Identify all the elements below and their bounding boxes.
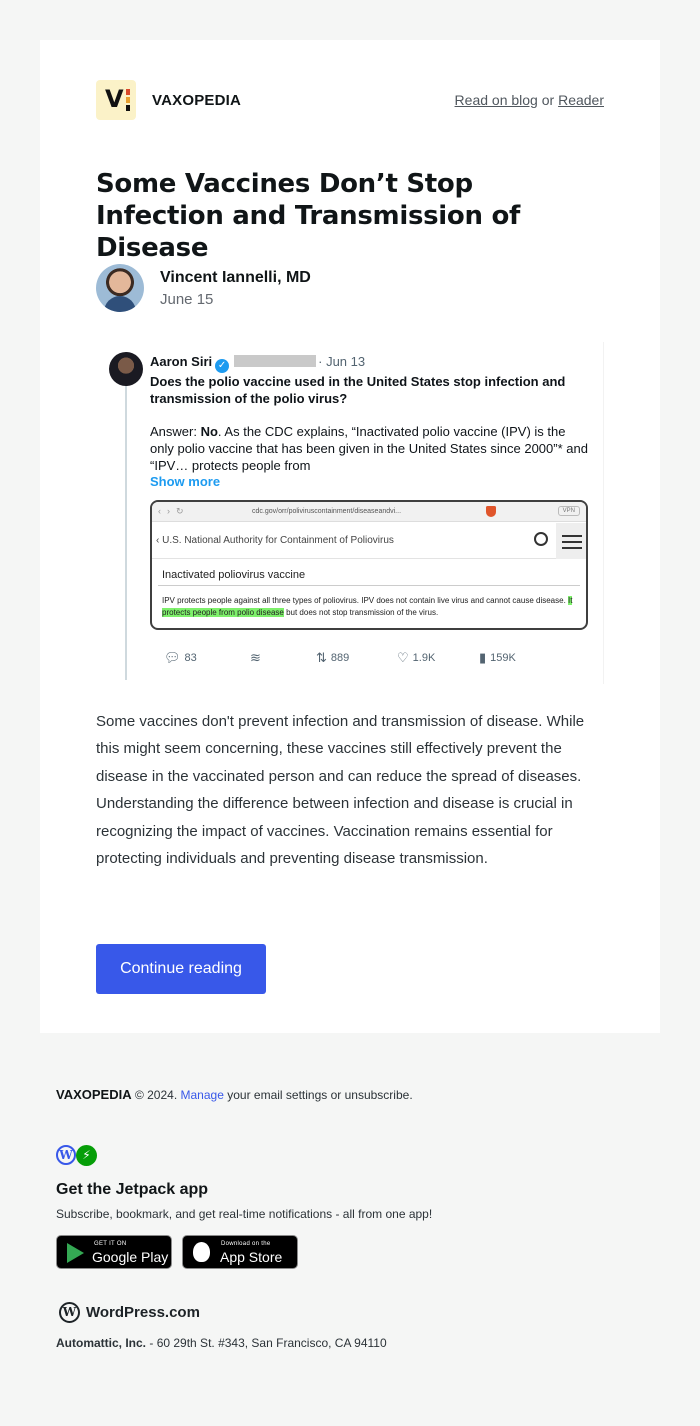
email-card — [40, 40, 660, 1033]
company-address — [56, 1336, 387, 1350]
email-header — [96, 80, 604, 120]
post-excerpt: Some vaccines don't prevent infection and transmission of disease. While this might seem concerning, these vaccines still effectively prevent the disease in the vaccinated person and can reduce the spread of diseases. Understanding the difference between infection and disease is crucial in recognizing the impact of vaccines. Vaccination remains essential for protecting individuals and preventing disease transmission. — [96, 713, 585, 868]
post-date: June 15 — [160, 291, 214, 308]
browser-bar — [152, 502, 586, 522]
tweet-date: · Jun 13 — [318, 354, 366, 369]
cdc-screenshot — [150, 500, 588, 630]
brave-shield-icon — [486, 506, 496, 517]
tweet-question: Does the polio vaccine used in the United States stop infection and transmission of the polio virus? — [150, 374, 566, 406]
site-name[interactable]: VAXOPEDIA — [152, 92, 242, 109]
reader-link[interactable]: Reader — [558, 92, 604, 108]
tweet-image[interactable] — [108, 342, 604, 684]
site-logo[interactable] — [96, 80, 136, 120]
apple-icon — [193, 1242, 210, 1262]
hamburger-menu-icon — [556, 523, 586, 559]
tweet-body-rest: . As the CDC explains, “Inactivated polio vaccine (IPV) is the only polio vaccine that has been given in the United States since 2000”* and “IPV… protects people from — [150, 424, 588, 473]
logo-bar-orange — [126, 97, 130, 103]
browser-nav-icons: ‹›↻ — [158, 506, 190, 516]
google-play-small-text: GET IT ON — [94, 1241, 127, 1247]
app-store-small-text: Download on the — [221, 1241, 271, 1247]
google-play-big-text: Google Play — [92, 1249, 169, 1265]
google-play-icon — [67, 1243, 84, 1263]
wordpress-icon: W — [56, 1145, 76, 1165]
author-name: Vincent Iannelli, MD — [160, 269, 311, 286]
or-text: or — [541, 92, 555, 108]
cdc-site-title: ‹ U.S. National Authority for Containment of Poliovirus — [156, 535, 394, 546]
tweet-header — [150, 354, 365, 373]
app-icons — [56, 1145, 100, 1167]
site-header-row — [152, 523, 586, 559]
footer-settings-line — [56, 1087, 413, 1102]
tweet-author: Aaron Siri — [150, 354, 213, 369]
jetpack-subtitle: Subscribe, bookmark, and get real-time notifications - all from one app! — [56, 1207, 433, 1221]
tweet-body — [150, 423, 590, 474]
thread-line — [125, 380, 127, 680]
reply-count-value: 83 — [184, 652, 197, 664]
read-links — [455, 92, 604, 108]
stack-icon: ≋ — [250, 650, 261, 665]
wordpress-com-text: WordPress.com — [86, 1304, 200, 1321]
app-store-big-text: App Store — [220, 1249, 283, 1265]
tweet-body-bold: No — [200, 424, 218, 439]
section-text-after: but does not stop transmission of the virus. — [283, 608, 439, 617]
logo-letter: V — [105, 85, 124, 113]
section-text — [162, 595, 582, 619]
heart-icon: ♡ — [397, 650, 409, 665]
company-name: Automattic, Inc. — [56, 1336, 147, 1350]
logo-bar-red — [126, 89, 130, 95]
footer-brand: VAXOPEDIA — [56, 1087, 132, 1102]
google-play-button[interactable] — [56, 1235, 172, 1269]
manage-link[interactable]: Manage — [180, 1088, 224, 1102]
search-icon — [534, 532, 548, 546]
section-divider — [158, 585, 580, 586]
jetpack-icon: ⚡︎ — [76, 1145, 97, 1166]
reply-count — [164, 650, 197, 666]
vpn-badge: VPN — [558, 506, 580, 516]
highlighted-text: It protects people from polio disease — [162, 596, 573, 617]
section-text-before: IPV protects people against all three types of poliovirus. IPV does not contain live virus and cannot cause disease. — [162, 596, 569, 605]
author-avatar — [96, 264, 144, 312]
post-title[interactable]: Some Vaccines Don’t Stop Infection and Transmission of Disease — [96, 169, 521, 263]
blurred-handle — [234, 355, 316, 367]
address-text: - 60 29th St. #343, San Francisco, CA 94110 — [149, 1336, 387, 1350]
wordpress-com-logo[interactable] — [59, 1302, 219, 1324]
retweet-count-value: 889 — [330, 652, 350, 664]
view-count — [479, 650, 516, 666]
reply-icon: 💬︎ — [164, 650, 181, 665]
browser-url: cdc.gov/orr/poliviruscontainment/diseaseandvi... — [252, 508, 402, 515]
copyright: © 2024. — [134, 1088, 178, 1102]
like-count — [397, 650, 435, 666]
show-more-link: Show more — [150, 474, 221, 489]
tweet-actions — [134, 648, 594, 668]
like-count-value: 1.9K — [412, 652, 436, 664]
views-chart-icon: ▮ — [479, 650, 487, 665]
author-block — [96, 264, 496, 312]
view-count-value: 159K — [490, 652, 516, 664]
wordpress-logo-icon: W — [59, 1302, 80, 1323]
jetpack-title: Get the Jetpack app — [56, 1181, 209, 1198]
continue-reading-button[interactable]: Continue reading — [96, 944, 266, 994]
app-store-button[interactable] — [182, 1235, 298, 1269]
read-on-blog-link[interactable]: Read on blog — [454, 92, 538, 108]
settings-text: your email settings or unsubscribe. — [227, 1088, 413, 1102]
retweet-count — [316, 650, 349, 666]
tweet-body-lead: Answer: — [150, 424, 201, 439]
verified-badge-icon: ✓ — [215, 359, 229, 373]
section-title: Inactivated poliovirus vaccine — [162, 569, 306, 581]
tweet-avatar — [109, 352, 143, 386]
retweet-icon: ⇅ — [316, 650, 327, 665]
cdc-site-title-text: U.S. National Authority for Containment of Poliovirus — [162, 535, 394, 546]
logo-bar-black — [126, 105, 130, 111]
